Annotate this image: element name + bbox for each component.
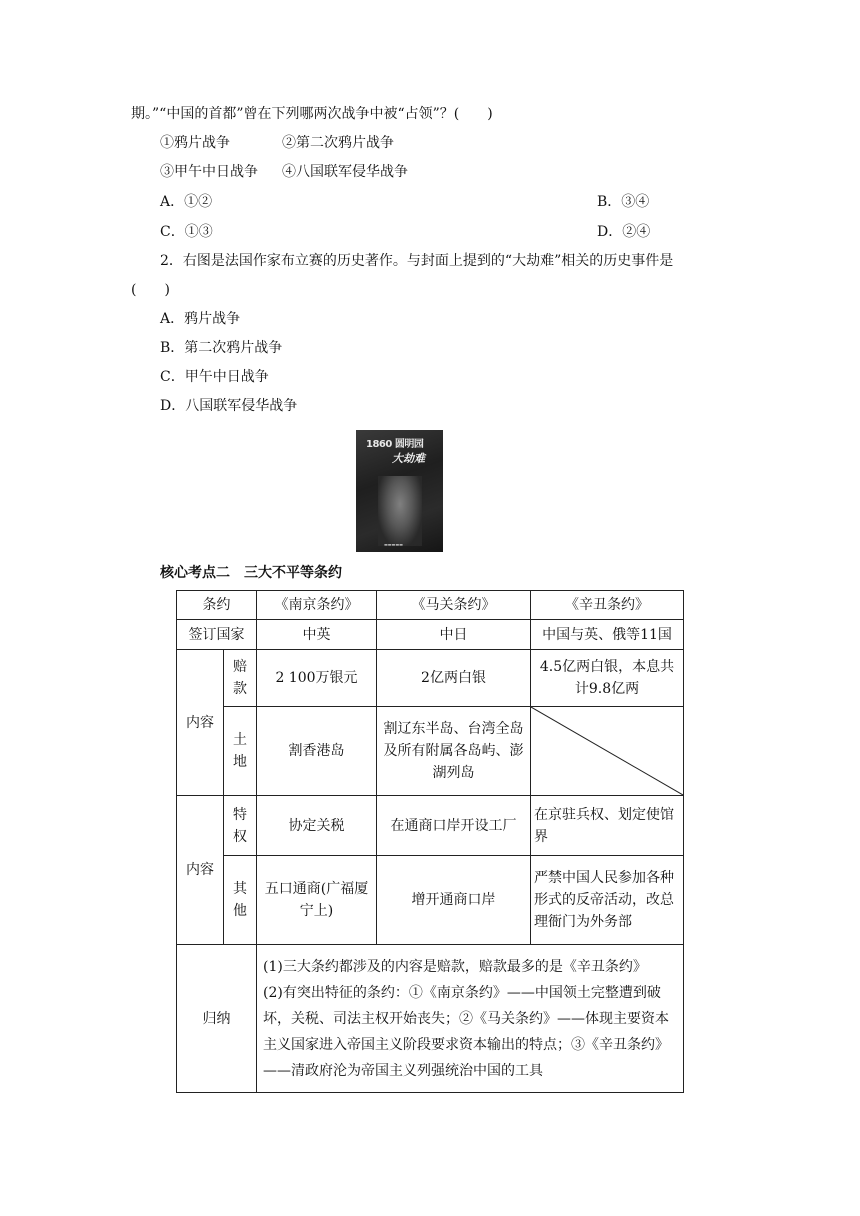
table-row-privilege	[177, 796, 684, 856]
question1-option-d: D．②④	[597, 224, 651, 240]
table-row-summary	[177, 945, 684, 1093]
cell-signatories-nanjing: 中英	[257, 620, 377, 650]
cover-publisher: ▬▬▬▬▬	[384, 542, 403, 547]
question1-stem: 期。”“中国的首都”曾在下列哪两次战争中被“占领”？( )	[131, 106, 493, 122]
cell-indemnity-maguan: 2亿两白银	[377, 650, 531, 707]
question2-stem-line1: 2．右图是法国作家布立赛的历史著作。与封面上提到的“大劫难”相关的历史事件是	[160, 253, 674, 269]
treaty-comparison-table	[176, 590, 684, 1093]
cell-privilege-maguan: 在通商口岸开设工厂	[377, 796, 531, 856]
cell-land-maguan: 割辽东半岛、台湾全岛及所有附属各岛屿、澎湖列岛	[377, 707, 531, 796]
question2-option-c: C．甲午中日战争	[160, 369, 269, 385]
question1-option-c: C．①③	[160, 224, 213, 240]
cell-privilege-xinchou: 在京驻兵权、划定使馆界	[531, 796, 684, 856]
cell-signatories-maguan: 中日	[377, 620, 531, 650]
table-row-signatories	[177, 620, 684, 650]
cell-indemnity-xinchou: 4.5亿两白银，本息共计9.8亿两	[531, 650, 684, 707]
question1-item-3: ③甲午中日战争	[160, 164, 258, 180]
header-nanjing: 《南京条约》	[257, 591, 377, 620]
table-row-indemnity	[177, 650, 684, 707]
question1-item-1: ①鸦片战争	[160, 135, 230, 151]
row-label-land: 土地	[224, 707, 257, 796]
cell-other-maguan: 增开通商口岸	[377, 856, 531, 945]
table-header-row	[177, 591, 684, 620]
row-label-privilege: 特权	[224, 796, 257, 856]
diagonal-line	[531, 707, 683, 795]
question2-option-d: D．八国联军侵华战争	[160, 398, 298, 414]
question1-option-a: A．①②	[160, 194, 213, 210]
summary-line-1: (1)三大条约都涉及的内容是赔款，赔款最多的是《辛丑条约》	[263, 958, 647, 975]
row-label-indemnity: 赔款	[224, 650, 257, 707]
header-treaty: 条约	[177, 591, 257, 620]
cell-other-nanjing: 五口通商(广福厦宁上)	[257, 856, 377, 945]
book-cover-image	[356, 430, 443, 552]
ruin-illustration	[378, 476, 422, 546]
row-label-summary: 归纳	[177, 945, 257, 1093]
cell-indemnity-nanjing: 2 100万银元	[257, 650, 377, 707]
section-title: 核心考点二 三大不平等条约	[160, 565, 342, 581]
table-row-land	[177, 707, 684, 796]
row-label-content-2: 内容	[177, 796, 224, 945]
question2-stem-line2: ( )	[131, 282, 170, 298]
cell-other-xinchou: 严禁中国人民参加各种形式的反帝活动，改总理衙门为外务部	[531, 856, 684, 945]
header-maguan: 《马关条约》	[377, 591, 531, 620]
table-row-other	[177, 856, 684, 945]
cell-land-xinchou-empty	[531, 707, 684, 796]
row-label-other: 其他	[224, 856, 257, 945]
cell-privilege-nanjing: 协定关税	[257, 796, 377, 856]
question1-option-b: B．③④	[597, 194, 650, 210]
header-xinchou: 《辛丑条约》	[531, 591, 684, 620]
row-label-content: 内容	[177, 650, 224, 796]
question1-item-4: ④八国联军侵华战争	[282, 164, 408, 180]
cell-land-nanjing: 割香港岛	[257, 707, 377, 796]
summary-line-2: (2)有突出特征的条约：①《南京条约》——中国领土完整遭到破坏，关税、司法主权开始丧失；②《马关条约》——体现主要资本主义国家进入帝国主义阶段要求资本输出的特点；③《辛丑条约》——清政府沦为帝国主义列强统治中国的工具	[263, 984, 669, 1079]
cell-signatories-xinchou: 中国与英、俄等11国	[531, 620, 684, 650]
question2-option-a: A．鸦片战争	[160, 311, 241, 327]
question2-option-b: B．第二次鸦片战争	[160, 340, 283, 356]
question1-item-2: ②第二次鸦片战争	[282, 135, 394, 151]
cover-title-line2: 大劫难	[392, 452, 425, 465]
cell-summary	[257, 945, 684, 1093]
row-label-signatories: 签订国家	[177, 620, 257, 650]
cover-title-line1: 1860 圆明园	[366, 439, 424, 450]
